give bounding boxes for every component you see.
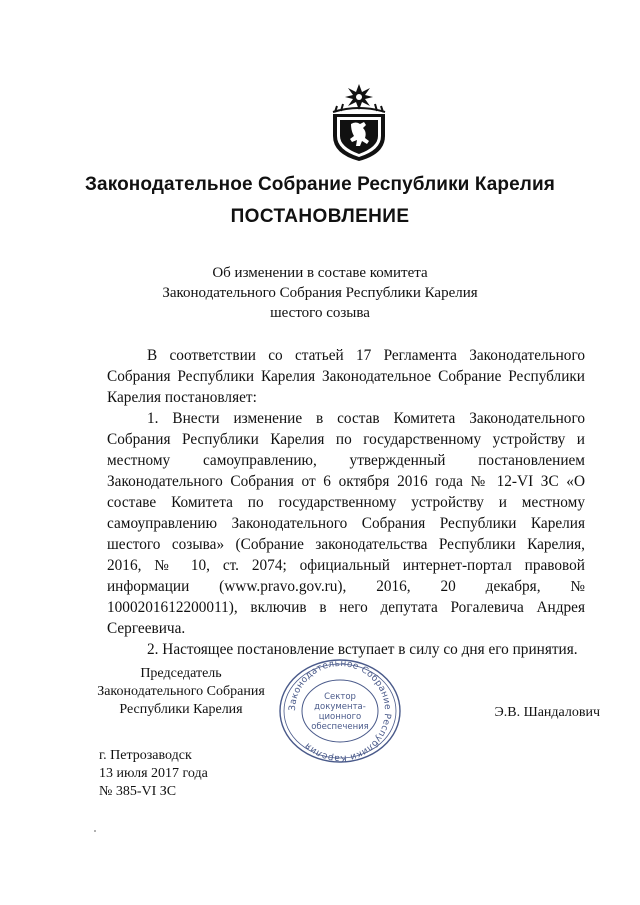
stamp-center-line: документа- <box>314 702 366 712</box>
document-type-heading: ПОСТАНОВЛЕНИЕ <box>230 206 410 227</box>
item-1-paragraph: 1. Внести изменение в состав Комитета Законодательного Собрания Республики Карелия по государственному устройству и местному самоуправлению, утвержденный постановлением Законодательного Собрания от 6 октября 2016 года № 12-VI ЗС «О составе Комитета по государственному устройству и местному самоуправлению Законодательного Собрания Республики Карелия шестого созыва» (Собрание законодательства Республики Карелия, 2016, № 10, ст. 2074; официальный интернет-портал правовой информации (www.pravo.gov.ru), 2016, 20 декабря, № 1000201612200011), включив в него депутата Рогалевича Андрея Сергеевича. <box>107 410 585 637</box>
organization-title: Законодательное Собрание Республики Карелия <box>85 174 555 195</box>
signer-name: Э.В. Шандалович <box>494 705 600 720</box>
subject-line: шестого созыва <box>270 305 370 321</box>
scan-speck <box>94 830 96 832</box>
signer-title-line: Республики Карелия <box>119 702 243 717</box>
stamp-center-line: ционного <box>318 712 362 722</box>
preamble-paragraph: В соответствии со статьей 17 Регламента Законодательного Собрания Республики Карелия Законодательное Собрание Республики Карелия постановляет: <box>107 347 585 406</box>
place-date-number <box>99 747 299 801</box>
karelia-coat-of-arms-icon <box>329 84 389 162</box>
document-subject <box>150 263 490 323</box>
item-2-paragraph: 2. Настоящее постановление вступает в силу со дня его принятия. <box>147 641 578 658</box>
signer-title <box>96 665 266 719</box>
document-number: № 385-VI ЗС <box>99 784 177 799</box>
signer-title-line: Законодательного Собрания <box>97 684 265 699</box>
city: г. Петрозаводск <box>99 748 192 763</box>
subject-line: Законодательного Собрания Республики Карелия <box>162 285 478 301</box>
subject-line: Об изменении в составе комитета <box>212 265 428 281</box>
document-body <box>107 345 585 660</box>
adoption-date: 13 июля 2017 года <box>99 766 208 781</box>
signer-title-line: Председатель <box>140 666 222 681</box>
stamp-ring-text: Законодательное Собрание Республики Карелия <box>287 658 393 764</box>
stamp-center-line: Сектор <box>324 692 356 702</box>
stamp-center-line: обеспечения <box>311 722 369 732</box>
